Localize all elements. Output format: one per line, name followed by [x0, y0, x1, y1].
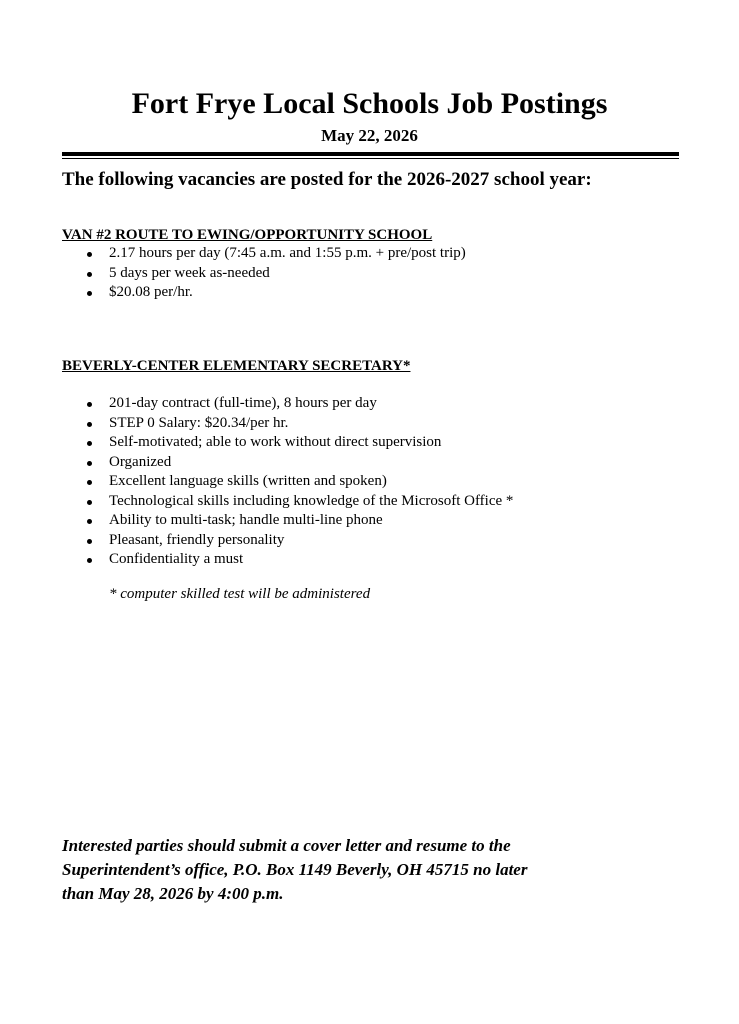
list-item-text: Excellent language skills (written and spoken)	[109, 473, 387, 489]
list-item	[62, 264, 466, 284]
list-item-text: 2.17 hours per day (7:45 a.m. and 1:55 p.m. + pre/post trip)	[109, 245, 466, 261]
list-item	[62, 394, 513, 414]
bullet-icon	[87, 422, 92, 427]
bullet-icon	[87, 291, 92, 296]
posting-date: May 22, 2026	[321, 126, 418, 145]
list-item-text: Self-motivated; able to work without direct supervision	[109, 434, 442, 450]
bullet-icon	[87, 539, 92, 544]
list-item	[62, 511, 513, 531]
bullet-icon	[87, 402, 92, 407]
bullet-icon	[87, 558, 92, 563]
bullet-icon	[87, 480, 92, 485]
application-instructions	[62, 834, 602, 906]
list-item-text: $20.08 per/hr.	[109, 284, 193, 300]
bullet-icon	[87, 272, 92, 277]
list-item-text: Organized	[109, 453, 172, 470]
list-item	[62, 283, 466, 303]
bullet-icon	[87, 441, 92, 446]
bullet-icon	[87, 519, 92, 524]
list-item-text: STEP 0 Salary: $20.34/per hr.	[109, 414, 289, 431]
page-title: Fort Frye Local Schools Job Postings	[131, 87, 608, 120]
intro-text: The following vacancies are posted for the 2026-2027 school year:	[62, 169, 592, 190]
test-note: * computer skilled test will be administered	[109, 586, 371, 602]
list-item	[62, 531, 513, 551]
header-divider-thin	[62, 158, 679, 159]
application-line-2: Superintendent’s office, P.O. Box 1149 Beverly, OH 45715 no later	[62, 860, 528, 879]
list-item	[62, 433, 513, 453]
van-route-heading: VAN #2 ROUTE TO EWING/OPPORTUNITY SCHOOL	[62, 227, 433, 243]
secretary-heading: BEVERLY-CENTER ELEMENTARY SECRETARY*	[62, 358, 411, 374]
van-route-details-list	[62, 244, 466, 303]
application-line-3: than May 28, 2026 by 4:00 p.m.	[62, 884, 284, 903]
list-item	[62, 550, 513, 570]
list-item	[62, 472, 513, 492]
list-item	[62, 492, 513, 512]
list-item-text: 5 days per week as-needed	[109, 264, 270, 281]
bullet-icon	[87, 500, 92, 505]
list-item-text: Technological skills including knowledge of the Microsoft Office *	[109, 492, 514, 509]
bullet-icon	[87, 461, 92, 466]
list-item	[62, 453, 513, 473]
list-item-text: Confidentiality a must	[109, 551, 244, 567]
header-divider-thick	[62, 152, 679, 156]
application-line-1: Interested parties should submit a cover letter and resume to the	[62, 836, 511, 855]
list-item	[62, 414, 513, 434]
secretary-details-list	[62, 394, 513, 570]
list-item-text: Ability to multi-task; handle multi-line phone	[109, 512, 383, 528]
list-item-text: 201-day contract (full-time), 8 hours per day	[109, 395, 377, 411]
list-item-text: Pleasant, friendly personality	[109, 531, 285, 548]
list-item	[62, 244, 466, 264]
bullet-icon	[87, 252, 92, 257]
